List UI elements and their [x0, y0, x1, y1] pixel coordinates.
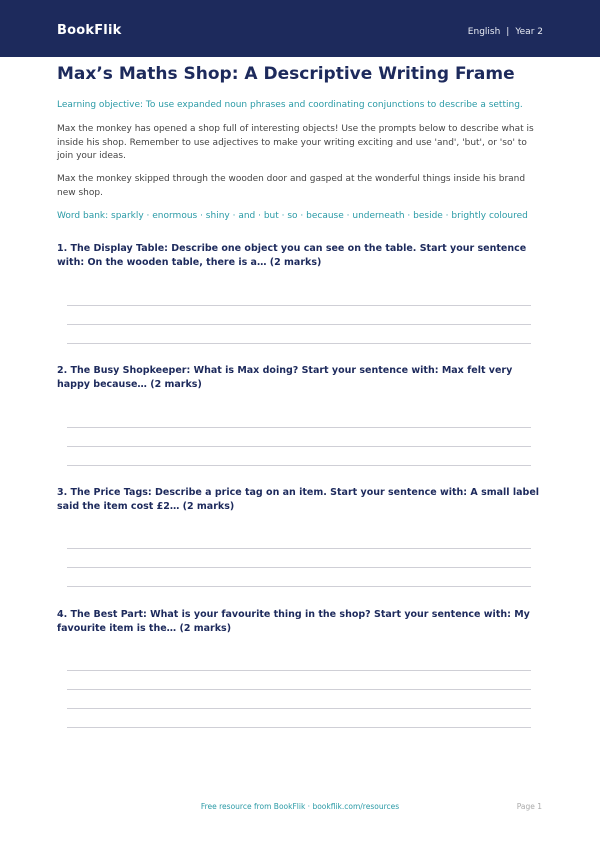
answer-line-3-2[interactable]: [67, 567, 531, 568]
answer-line-1-1[interactable]: [67, 305, 531, 306]
question-3: 3. The Price Tags: Describe a price tag on an item. Start your sentence with: A small label said the item cost £2… (2 marks): [57, 487, 540, 512]
brand-logo-text[interactable]: BookFlik: [57, 23, 122, 38]
word-bank: Word bank: sparkly · enormous · shiny · and · but · so · because · underneath · beside · brightly coloured: [57, 211, 528, 221]
answer-line-4-1[interactable]: [67, 670, 531, 671]
question-1: 1. The Display Table: Describe one object you can see on the table. Start your sentence with: On the wooden table, there is a… (2 marks): [57, 243, 527, 268]
answer-line-3-3[interactable]: [67, 586, 531, 587]
answer-line-2-1[interactable]: [67, 427, 531, 428]
story-start-paragraph: Max the monkey skipped through the wooden door and gasped at the wonderful things inside his brand new shop.: [57, 174, 526, 198]
year-label: Year 2: [515, 27, 543, 37]
page-header: [0, 0, 600, 57]
page-title: Max’s Maths Shop: A Descriptive Writing Frame: [57, 64, 515, 84]
answer-line-2-2[interactable]: [67, 446, 531, 447]
page-number: Page 1: [516, 802, 542, 811]
answer-line-4-3[interactable]: [67, 708, 531, 709]
answer-line-1-2[interactable]: [67, 324, 531, 325]
question-2: 2. The Busy Shopkeeper: What is Max doing? Start your sentence with: Max felt very happy because… (2 marks): [57, 365, 513, 390]
answer-line-1-3[interactable]: [67, 343, 531, 344]
answer-line-3-1[interactable]: [67, 548, 531, 549]
header-meta: [468, 27, 543, 37]
intro-paragraph: Max the monkey has opened a shop full of interesting objects! Use the prompts below to describe what is inside his shop. Remember to use adjectives to make your writing exciting and use 'and', 'but', or 'so' to join your ideas.: [57, 124, 534, 161]
answer-line-4-2[interactable]: [67, 689, 531, 690]
answer-line-4-4[interactable]: [67, 727, 531, 728]
subject-label: English: [467, 27, 501, 37]
footer-credit[interactable]: Free resource from BookFlik · bookflik.com/resources: [200, 802, 400, 811]
meta-separator: |: [506, 27, 510, 37]
question-4: 4. The Best Part: What is your favourite thing in the shop? Start your sentence with: My favourite item is the… (2 marks): [57, 609, 530, 634]
answer-line-2-3[interactable]: [67, 465, 531, 466]
learning-objective: Learning objective: To use expanded noun phrases and coordinating conjunctions to describe a setting.: [57, 100, 523, 110]
